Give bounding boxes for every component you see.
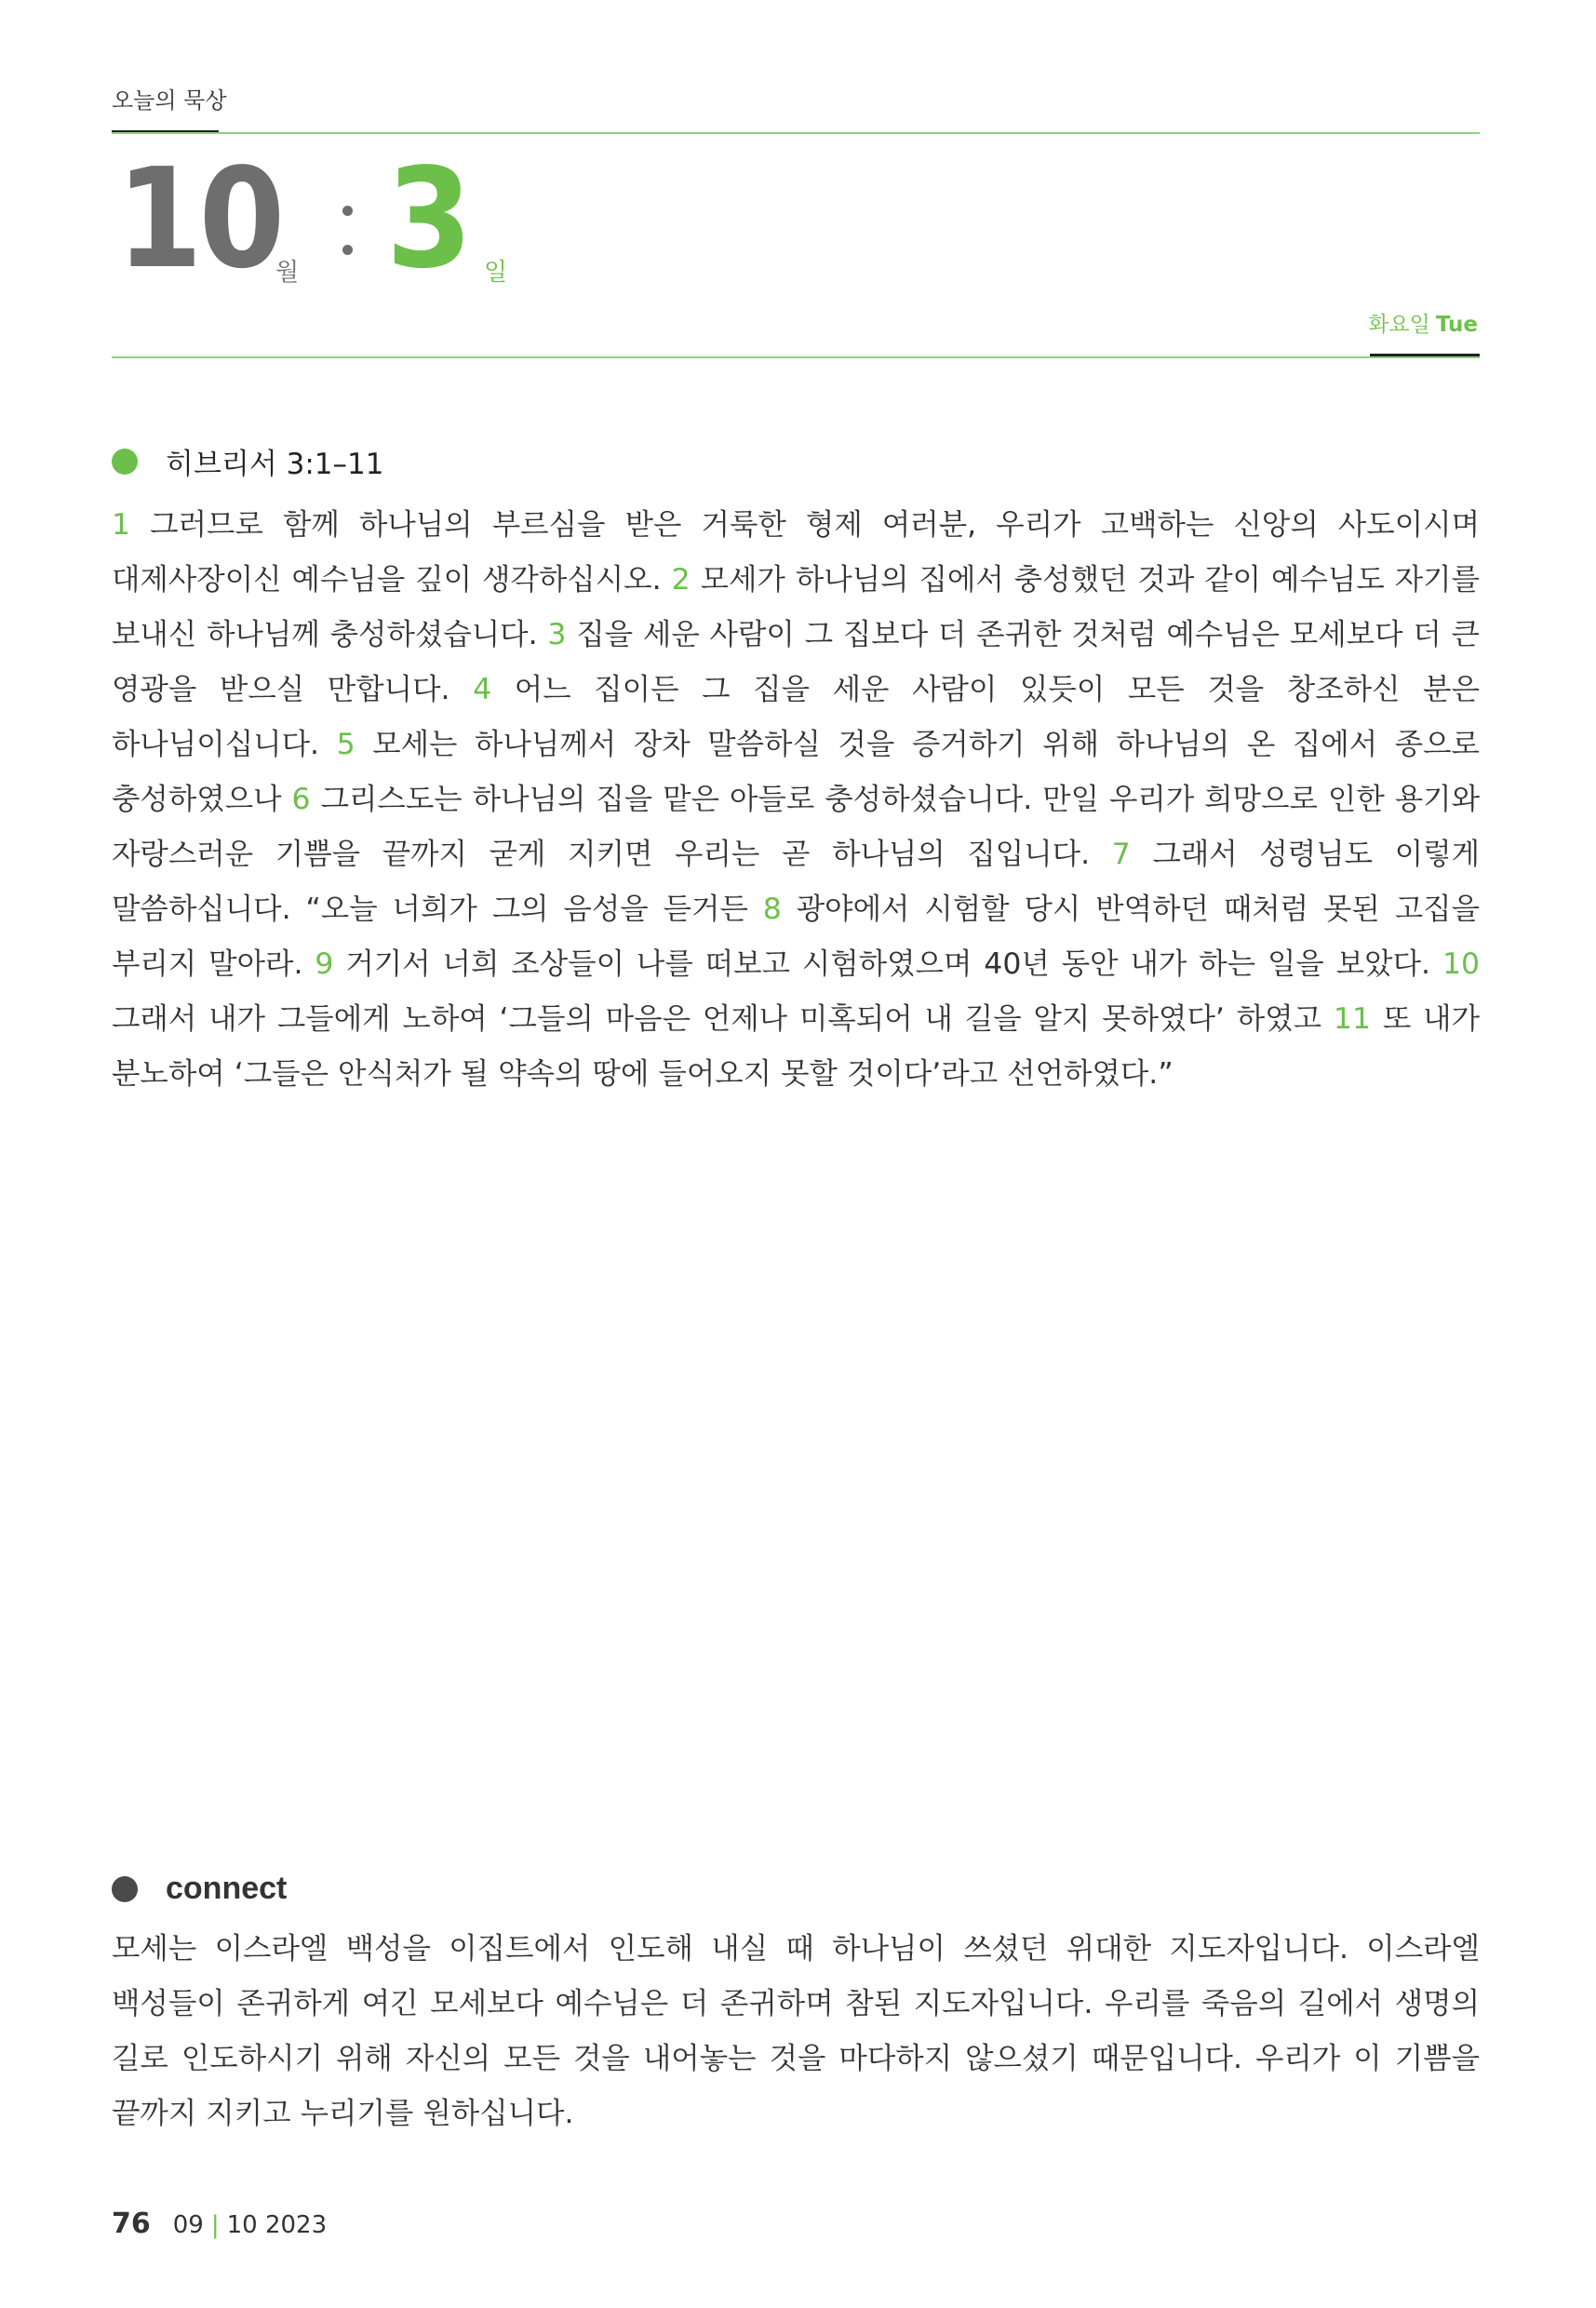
connect-title: connect <box>166 1871 288 1906</box>
date-day-unit: 일 <box>484 259 508 287</box>
verse-number: 7 <box>1111 838 1131 871</box>
page-number: 76 <box>112 2207 151 2240</box>
date-month-unit: 월 <box>275 259 300 287</box>
verse-text: 거기서 너희 조상들이 나를 떠보고 시험하였으며 40년 동안 내가 하는 일을 보았다. <box>345 947 1431 981</box>
date-month: 10 <box>116 139 282 299</box>
date-colon <box>342 200 354 265</box>
weekday-ko: 화요일 <box>1368 313 1430 337</box>
verse-number: 5 <box>336 728 355 761</box>
verse-number: 8 <box>762 892 782 926</box>
issue-month-year: 10 2023 <box>226 2211 328 2239</box>
top-rule <box>112 132 1480 134</box>
footer-separator: | <box>210 2211 220 2239</box>
verse-text: 광야에서 시험할 당시 반역하던 때처럼 못된 고집을 부리지 말아라. <box>112 892 1481 981</box>
issue-months: 09 <box>172 2211 204 2239</box>
verse-text: 그래서 내가 그들에게 노하여 ‘그들의 마음은 언제나 미혹되어 내 길을 알지 못하였다’ 하였고 <box>112 1002 1322 1036</box>
footer <box>112 2207 327 2240</box>
verse-number: 3 <box>547 618 567 651</box>
connect-body: 모세는 이스라엘 백성을 이집트에서 인도해 내실 때 하나님이 쓰셨던 위대한 지도자입니다. 이스라엘 백성들이 존귀하게 여긴 모세보다 예수님은 더 존귀하며 참된 지도자입니다. 우리를 죽음의 길에서 생명의 길로 인도하시기 위해 자신의 모든 것을 내어놓는 것을 마다하지 않으셨기 때문입니다. 우리가 이 기쁨을 끝까지 지키고 누리기를 원하십니다. <box>112 1932 1480 2130</box>
weekday <box>1368 307 1478 338</box>
verse-number: 11 <box>1333 1002 1372 1036</box>
verse-text: 모세는 하나님께서 장차 말씀하실 것을 증거하기 위해 하나님의 온 집에서 종으로 충성하였으나 <box>112 728 1480 816</box>
section-label: 오늘의 묵상 <box>112 87 227 114</box>
green-bullet-icon <box>112 449 138 475</box>
bottom-rule <box>112 356 1480 358</box>
verse-text: 그래서 성령님도 이렇게 말씀하십니다. “오늘 너희가 그의 음성을 듣거든 <box>112 838 1480 926</box>
verse-number: 1 <box>112 508 131 542</box>
scripture-heading <box>112 440 383 482</box>
scripture-reference: 히브리서 3:1–11 <box>166 448 384 481</box>
weekday-en: Tue <box>1435 313 1478 337</box>
verse-number: 2 <box>671 563 691 597</box>
verse-number: 4 <box>473 673 492 706</box>
connect-heading <box>112 1871 287 1907</box>
dark-bullet-icon <box>112 1876 138 1902</box>
verse-number: 10 <box>1442 947 1481 981</box>
verse-text: 모세가 하나님의 집에서 충성했던 것과 같이 예수님도 자기를 보내신 하나님께 충성하셨습니다. <box>112 563 1481 651</box>
verse-text: 어느 집이든 그 집을 세운 사람이 있듯이 모든 것을 창조하신 분은 하나님이십니다. <box>112 673 1480 761</box>
date-day: 3 <box>386 139 473 299</box>
scripture-body <box>112 498 1480 1102</box>
verse-text: 그리스도는 하나님의 집을 맡은 아들로 충성하셨습니다. 만일 우리가 희망으로 인한 용기와 자랑스러운 기쁨을 끝까지 굳게 지키면 우리는 곧 하나님의 집입니다. <box>112 783 1481 871</box>
verse-text: 집을 세운 사람이 그 집보다 더 존귀한 것처럼 예수님은 모세보다 더 큰 영광을 받으실 만합니다. <box>112 618 1480 706</box>
verse-text: 또 내가 분노하여 ‘그들은 안식처가 될 약속의 땅에 들어오지 못할 것이다’라고 선언하였다.” <box>112 1002 1481 1091</box>
verse-text: 그러므로 함께 하나님의 부르심을 받은 거룩한 형제 여러분, 우리가 고백하는 신앙의 사도이시며 대제사장이신 예수님을 깊이 생각하십시오. <box>112 508 1481 597</box>
verse <box>315 947 1430 981</box>
verse-number: 6 <box>291 783 311 816</box>
verse-number: 9 <box>315 947 334 981</box>
